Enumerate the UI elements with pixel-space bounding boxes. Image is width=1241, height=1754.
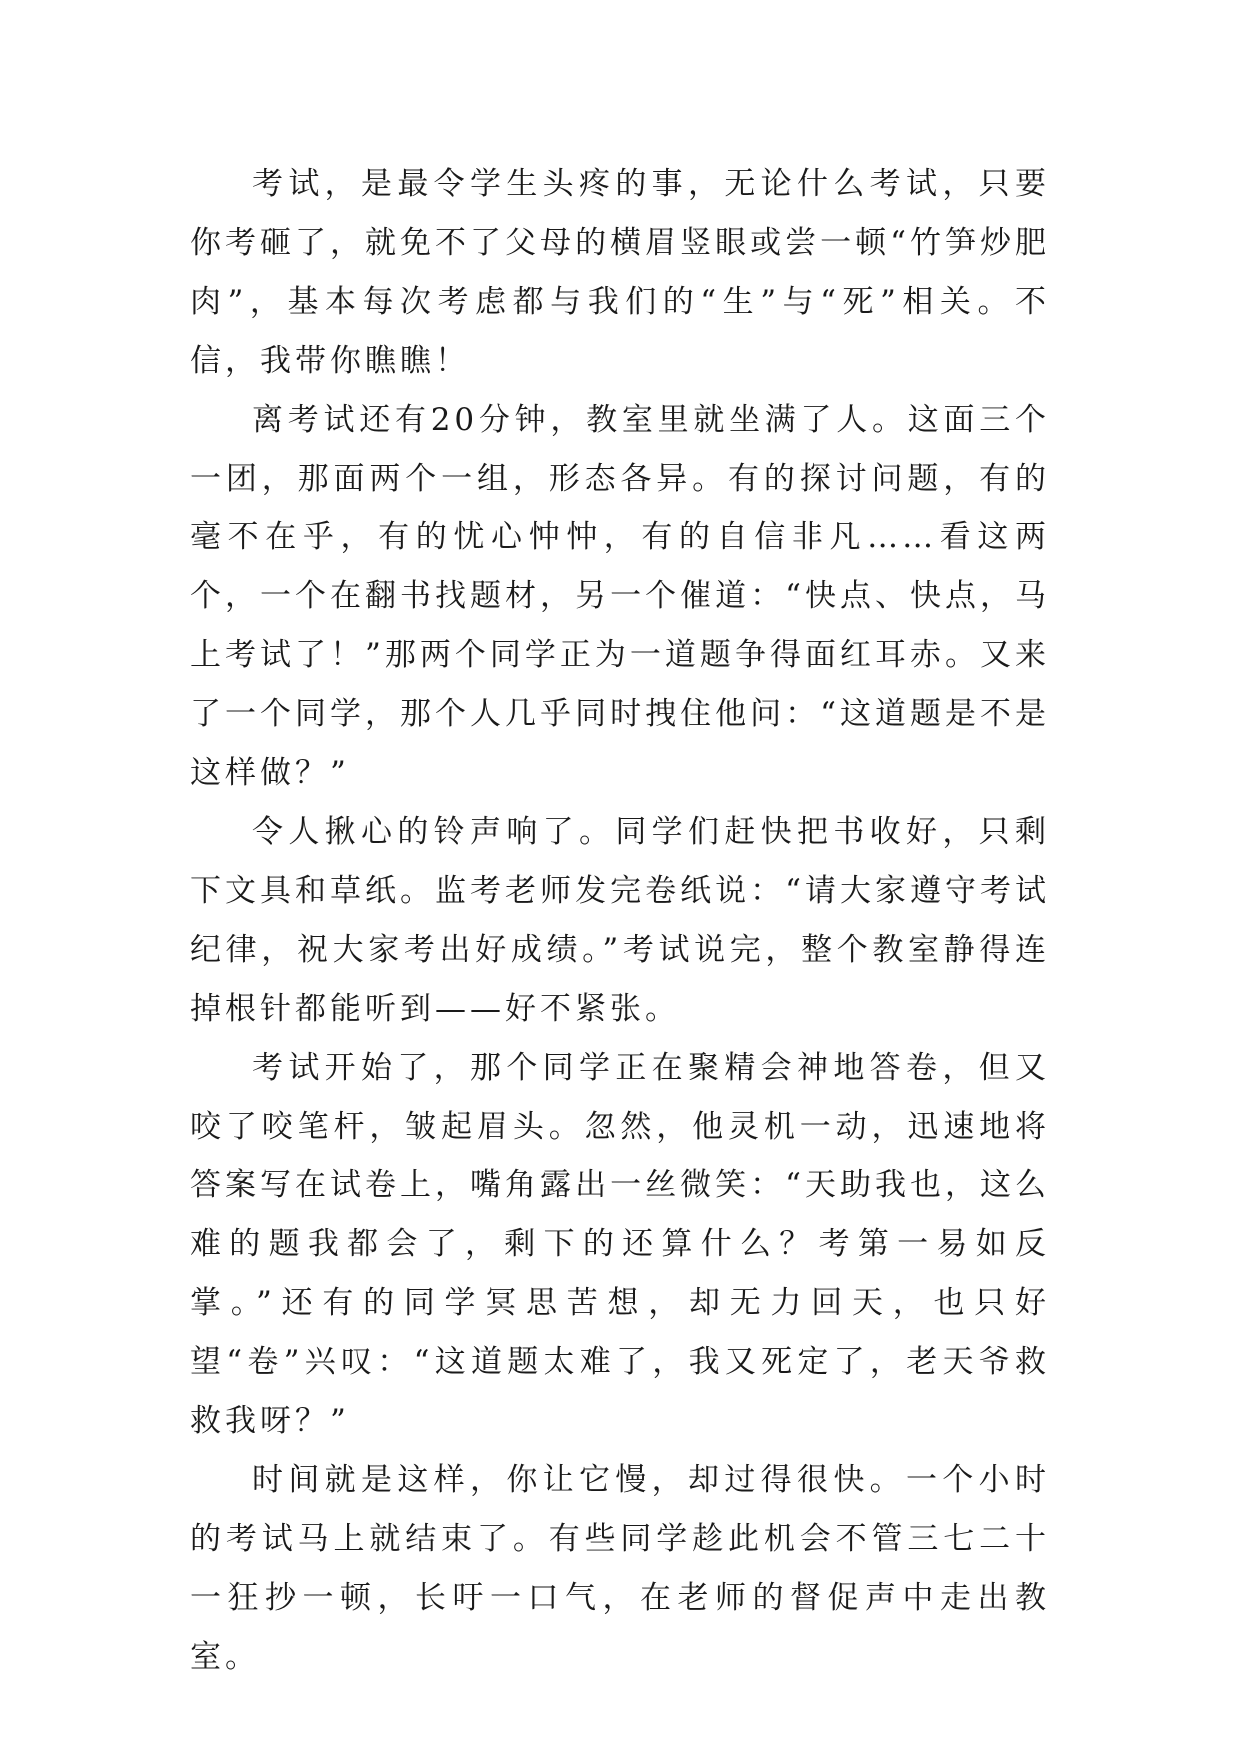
paragraph-2: 离考试还有20分钟，教室里就坐满了人。这面三个一团，那面两个一组，形态各异。有的探讨问题，有的毫不在乎，有的忧心忡忡，有的自信非凡……看这两个，一个在翻书找题材，另一个催道：“快点、快点，马上考试了！”那两个同学正为一道题争得面红耳赤。又来了一个同学，那个人几乎同时拽住他问：“这道题是不是这样做？”	[190, 401, 1050, 792]
paragraph-3: 令人揪心的铃声响了。同学们赶快把书收好，只剩下文具和草纸。监考老师发完卷纸说：“请大家遵守考试纪律，祝大家考出好成绩。”考试说完，整个教室静得连掉根针都能听到——好不紧张。	[190, 813, 1050, 1027]
paragraph-1: 考试，是最令学生头疼的事，无论什么考试，只要你考砸了，就免不了父母的横眉竖眼或尝一顿“竹笋炒肥肉”，基本每次考虑都与我们的“生”与“死”相关。不信，我带你瞧瞧！	[190, 166, 1050, 379]
paragraph-4: 考试开始了，那个同学正在聚精会神地答卷，但又咬了咬笔杆，皱起眉头。忽然，他灵机一动，迅速地将答案写在试卷上，嘴角露出一丝微笑：“天助我也，这么难的题我都会了，剩下的还算什么？考第一易如反掌。”还有的同学冥思苦想，却无力回天，也只好望“卷”兴叹：“这道题太难了，我又死定了，老天爷救救我呀？”	[190, 1049, 1050, 1440]
document-body	[190, 155, 1050, 1687]
paragraph-5: 时间就是这样，你让它慢，却过得很快。一个小时的考试马上就结束了。有些同学趁此机会不管三七二十一狂抄一顿，长吁一口气，在老师的督促声中走出教室。	[190, 1461, 1050, 1675]
